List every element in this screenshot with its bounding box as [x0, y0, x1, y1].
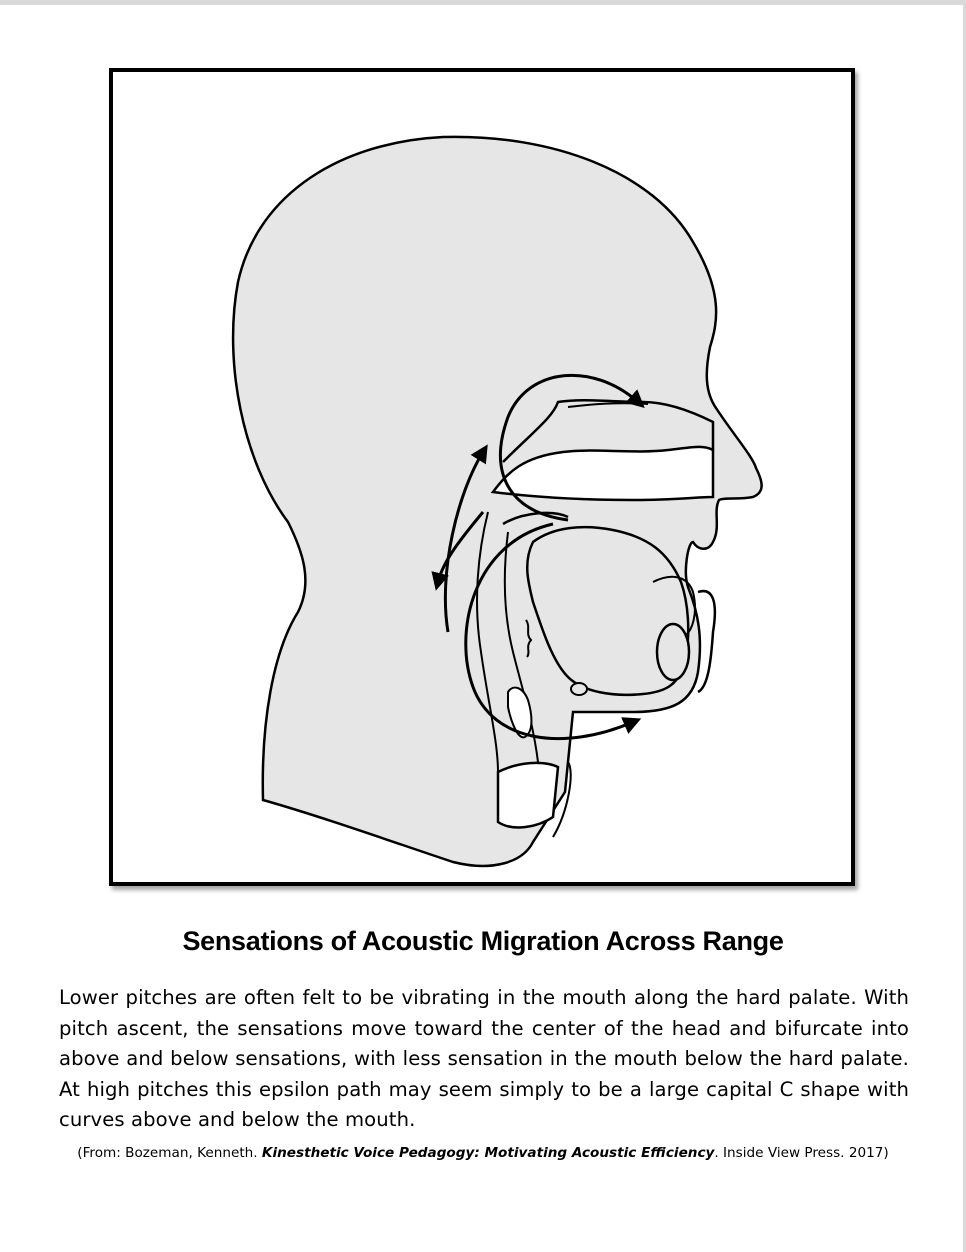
source-prefix: (From: Bozeman, Kenneth. [77, 1145, 262, 1161]
caption-title: Sensations of Acoustic Migration Across Range [182, 926, 784, 956]
source-suffix: . Inside View Press. 2017) [714, 1145, 889, 1161]
caption-body: Lower pitches are often felt to be vibrating in the mouth along the hard palate. With pitch ascent, the sensations move toward the center of the head and bifurcate into above and below sensations, with less sensation in the mouth below the hard palate. At high pitches this epsilon path may seem simply to be a large capital C shape with curves above and below the mouth. [59, 986, 909, 1131]
hyoid [571, 683, 587, 695]
figure-frame [109, 68, 855, 886]
source-book-title: Kinesthetic Voice Pedagogy: Motivating Acoustic Efficiency [261, 1145, 715, 1161]
page-edge [0, 0, 966, 5]
larynx [498, 763, 558, 828]
lower-lip [657, 624, 689, 680]
head-sagittal-illustration [113, 72, 851, 882]
caption-source [0, 1145, 966, 1161]
